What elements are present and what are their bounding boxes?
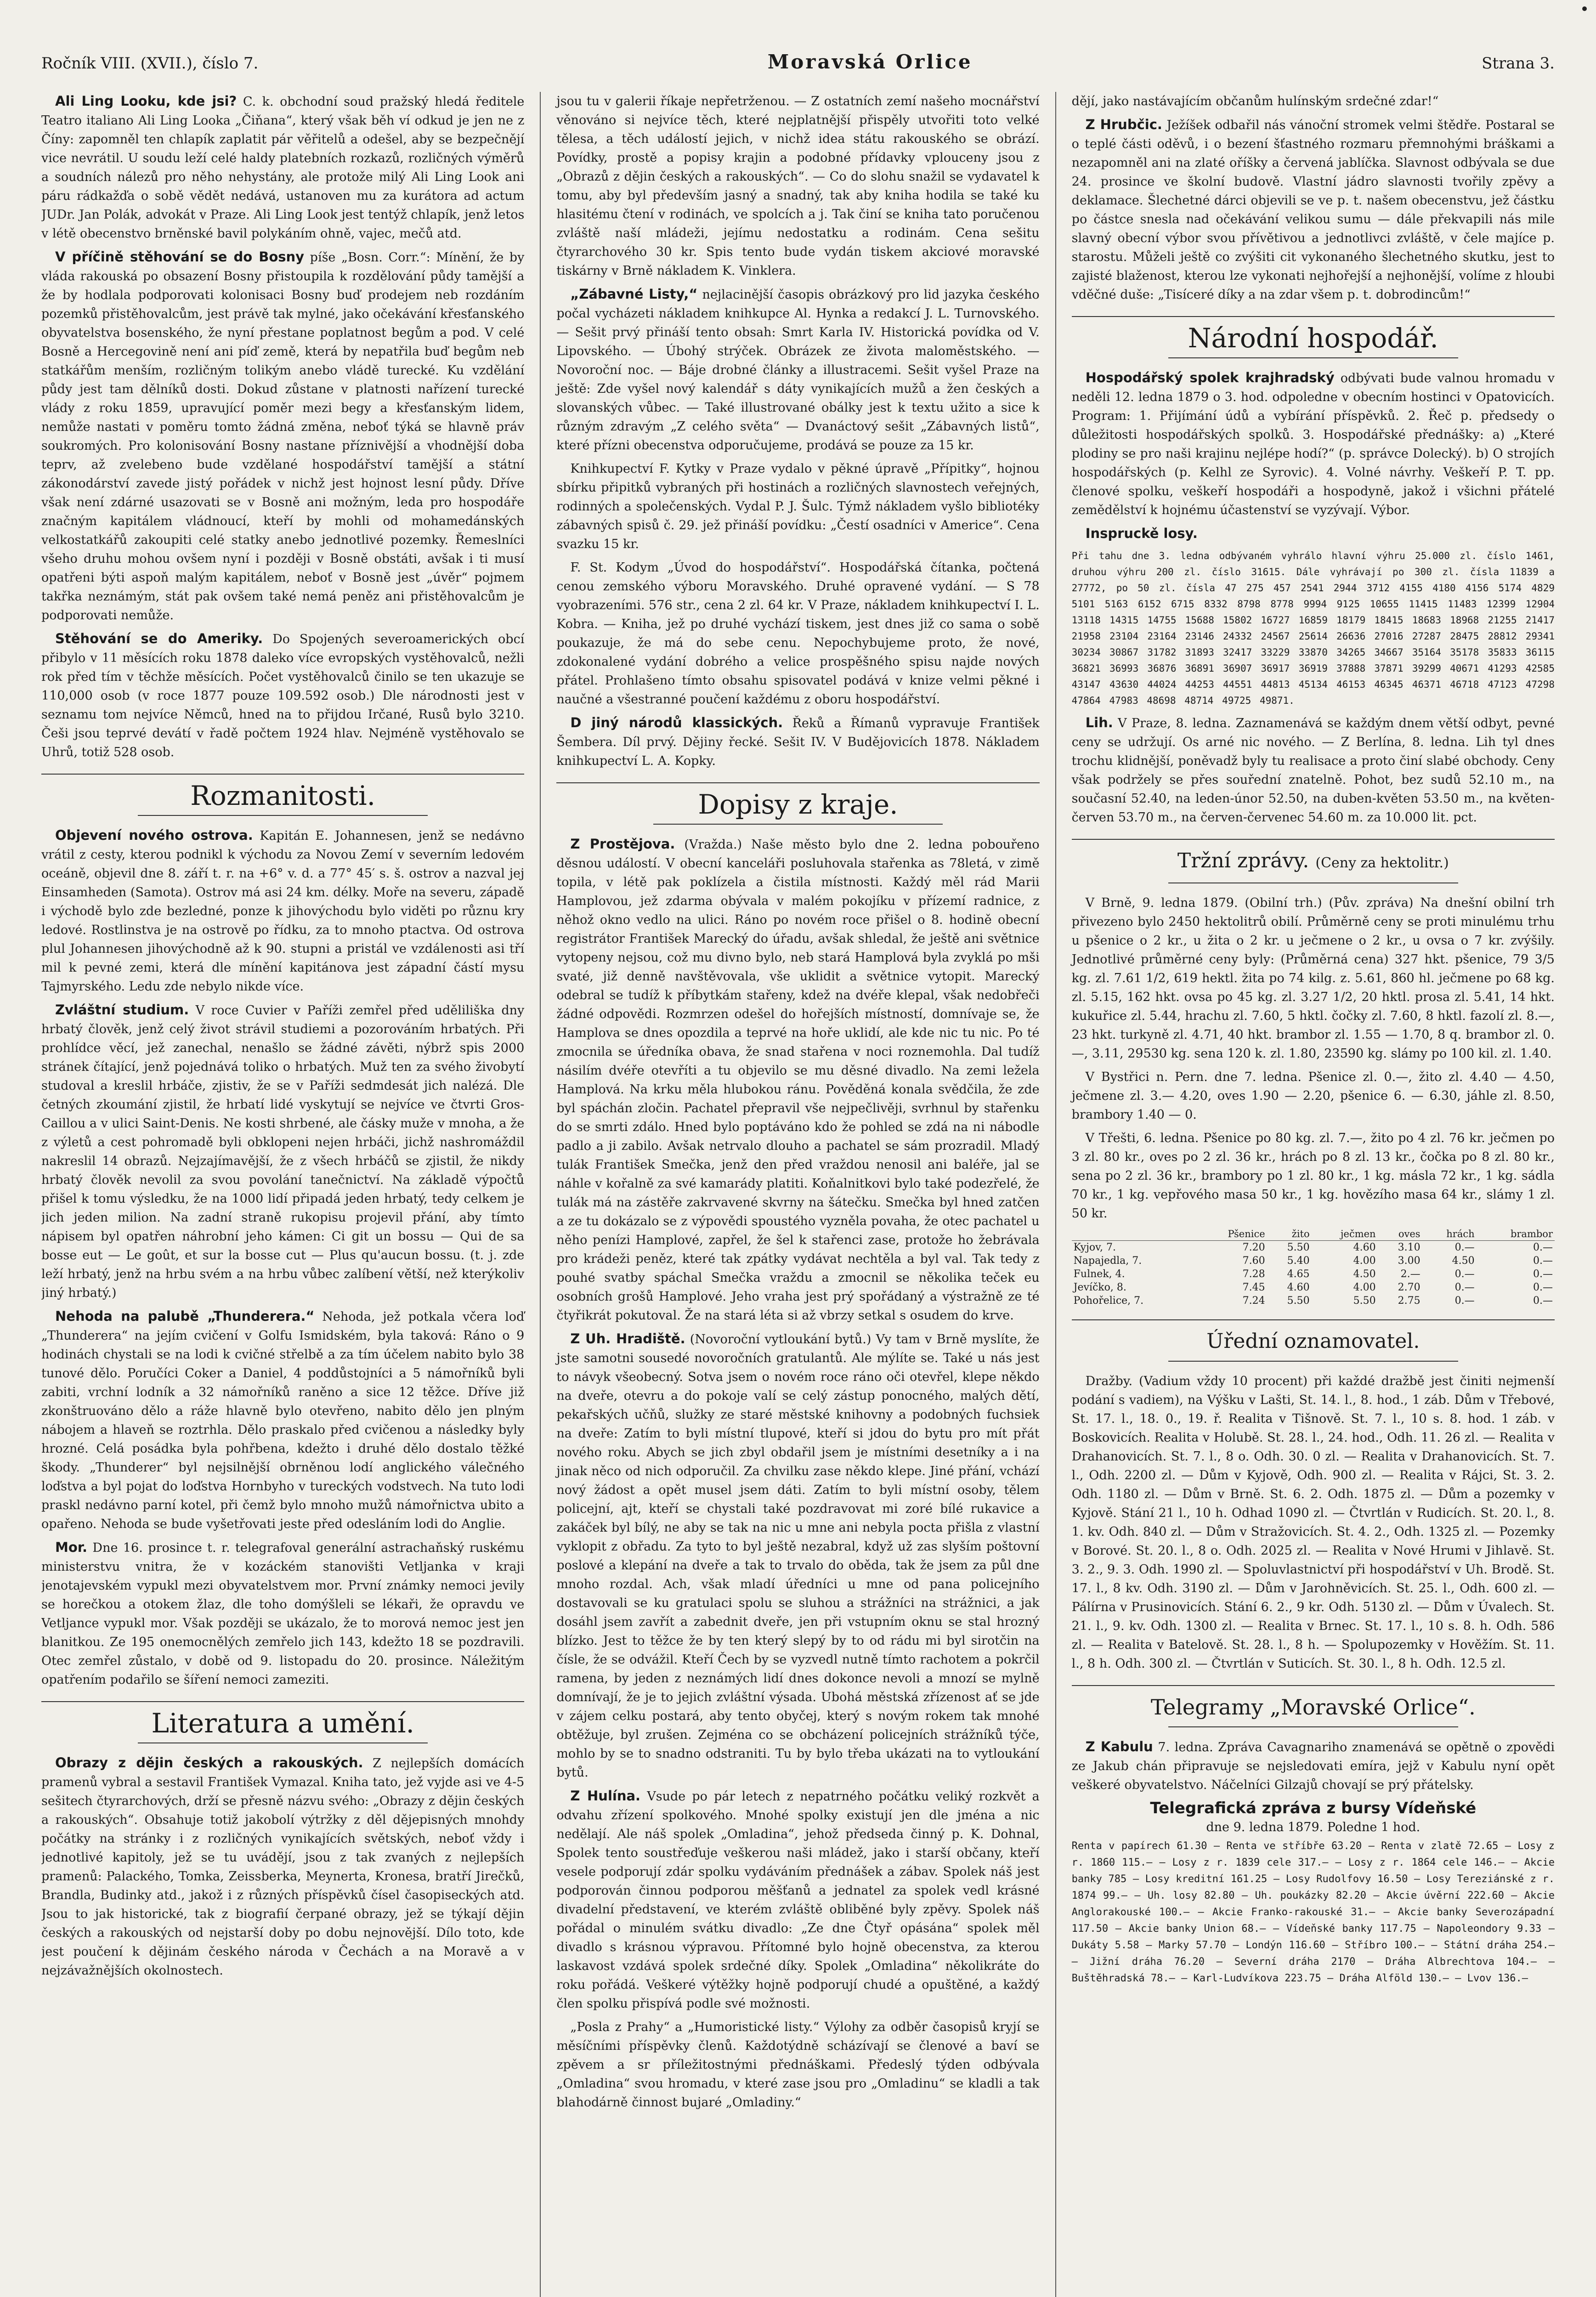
article: F. St. Kodym „Úvod do hospodářství“. Hospodářská čítanka, počtená cenou zemského výboru Moravského. Druhé opravené vydání. — S 78 vyobrazeními. 576 str., cena 2 zl. 64 kr. V Praze, nákladem knihkupectví I. L. Kobra. — Kniha, jež po druhé vychází tiskem, jest dnes již co sama o sobě poukazuje, že má do sebe cenu. Nepochybujeme proto, že nové, zdokonalené vydání dobrého a velice prospěšného spisu najde nových přátel. Prohlašeno tímto obsahu spisovatel podává v knize velmi pěkné i naučné a všestranné poučení každému z oboru hospodářství.	[556, 560, 1040, 707]
market-report: V Třešti, 6. ledna. Pšenice po 80 kg. zl. 7.—, žito po 4 zl. 76 kr. ječmen po 3 zl. 80 kr., oves po 2 zl. 36 kr., hrách po 8 zl. 13 kr., čočka po 8 zl. 80 kr., sena po 2 zl. 36 kr., brambory po 1 zl. 80 kr., 1 kg. másla 72 kr., 1 kg. sádla 70 kr., 1 kg. vepřového masa 50 kr., 1 kg. hovězího masa 64 kr., slámy 1 zl. 50 kr.	[1071, 1131, 1555, 1221]
price-cell: 0.—	[1533, 1242, 1553, 1253]
price-cell: 0.—	[1455, 1295, 1475, 1307]
article: „Posla z Prahy“ a „Humoristické listy.“ Výlohy za odběr časopisů kryjí se měsíčními příspěvky členů. Každotýdně scházívají se členové a baví se zpěvem a sr příležitostnými přednáškami. Předeslý týden odbývala „Omladina“ svou hromadu, v které zase jsou pro „Omladinu“ se kladli a tak blahodárně činnost bujaré „Omladiny.“	[556, 2020, 1040, 2110]
article-title: Zvláštní studium.	[55, 1002, 189, 1018]
article-text: Nehoda, jež potkala včera loď „Thunderera“ na jejím cvičení v Golfu Ismidském, byla taková: Ráno o 9 hodinách chystali se na lodi k cvičné střelbě a za tím účelem nabito bylo 38 tunové dělo. Poručíci Coker a Daniel, 4 poddůstojníci a 5 námořníků byli zabiti, vrchní lodník a 32 námořníků raněno a sice 12 těžce. Dříve již zkonštruováno dělo a ráže hlavně bylo otevřeno, nabito dělo jen plným nábojem a hlaveň se roztrhla. Dělo praskalo před cvičenou a následky byly hrozné. Celá posádka byla pohřbena, kdežto i druhé dělo dostalo těžké škody. „Thunderer“ byl nejsilnější obrněnou lodí anglického válečného loďstva a byl pojat do loďstva Hornbyho v tureckých vodstvech. Na tuto lodi praskl nedávno parní kotel, při čemž bylo mnoho mužů námořnictva ubito a opařeno. Nehoda se bude vyšetřovati jeste před odesláním lodi do Anglie.	[41, 1310, 525, 1531]
exchange-title: Telegrafická zpráva z bursy Vídeňské	[1150, 1799, 1477, 1817]
article-text: (Novoroční vytloukání bytů.) Vy tam v Brně myslíte, že jste samotni sousedé novoročních gratulantů. Ale mýlíte se. Také u nás jest to návyk všeobecný. Sotva jsem o novém roce ráno oči otevřel, klepe někdo na dveře, otevru a do pokoje valí se celý zástup ponocného, malých dětí, pekařských učňů, služky ze staré městské knihovny a podobných fuchsiek na dveře: Zatím to byli místní tlupové, kteří si jdou do bytu pro mít přát nového roku. Abych se jich zbyl obdařil jsem je místními desetníky a i na jinak něco od nich odporučil. Za chvilku zase někdo klepe. Jiné přání, vchází nový žádost a opět musel jsem dáti. Zatím to byli místní osoby, tělem policejní, ajt, kteří se chystali také pozdravovat mi zoré bílé rukavice a zakáček byl bílý, ne aby se tak na nic u mne ani nebyla pocta přišla z vlastní vyklopit z obřadu. Za tyto to byl ještě nezabral, když už zas slyším poštovní poslové a klepání na dveře a tak to trvalo do oběda, tak že jsem za půl dne mnoho rozdal. Ach, však mladí úředníci u mne od pana policejního dostavovali se ku gratulaci spolu se sluhou a strážníci na strážnici, a jak dosáhl jsem zavřít a zabednit dveře, jen při vstupním oknu se stal hrozný blízko. Jest to těžce že by ten který slepý by to od rádu mi byl sirotčin na čísle, že se odvážil. Kteří Čech by se vyzvedl nutně tímto rachotem a pokrčil ramena, by jeden z neznámých lidí dnes dokonce nevoli a mnozí se mylně domnívají, že je to jejich zvláštní výsada. Ubohá městská zřízenost ať se jde v zájem celku postará, aby tento obyčej, který s novým rokem tak mnohé obtěžuje, byl zrušen. Zejména co se obcházení policejních strážníků týče, mohlo by se to snadno odstraniti. Tu by bylo třeba ukázati na to vytloukání bytů.	[556, 1332, 1040, 1780]
price-column-header: žito	[1267, 1228, 1312, 1241]
section-heading: Literatura a umění.	[41, 1701, 524, 1748]
price-cell: Fulnek, 4.	[1073, 1268, 1125, 1280]
article-title: Lih.	[1085, 715, 1113, 730]
price-row	[1072, 1241, 1555, 1255]
article	[41, 1538, 524, 1689]
price-cell: 7.60	[1242, 1255, 1265, 1267]
price-cell: 7.45	[1242, 1282, 1265, 1293]
price-cell: 4.00	[1353, 1282, 1376, 1293]
price-cell: 0.—	[1533, 1255, 1553, 1267]
price-column-header: ječmen	[1312, 1228, 1378, 1241]
price-cell: 4.60	[1353, 1242, 1376, 1253]
article-text: odbývati bude valnou hromadu v neděli 12. ledna 1879 o 3. hod. odpoledne v obecním hostinci v Opatovicích. Program: 1. Přijímání údů a vybírání příspěvků. 2. Řeč p. předsedy o důležitosti hospodářských spolků. 3. Hospodářské přednášky: a) „Které plodiny se pro naši krajinu nejlépe hodí?“ (p. správce Dolecký). b) O strojích hospodářských (p. Kelhl ze Syrovic). 4. Volné návrhy. Veškeří P. T. pp. členové spolku, veškeří hospodáři a hospodyně, jakož i všichni přátelé zemědělství k hojnému účastenství se vyzývají. Výbor.	[1071, 371, 1555, 517]
exchange-report	[1072, 1838, 1555, 1987]
price-cell: 2.75	[1398, 1295, 1421, 1307]
article-text: Vsude po pár letech z nepatrného počátku veliký rozkvět a odvahu zřízení spolkového. Mnohé spolky existují jen dle jména a nic nedělají. Ale náš spolek „Omladina“, jehož předseda činný p. K. Dohnal, Spolek tento soustřeďuje veškerou naši mládež, jako i starší občany, kteří vesele podporují zdár spolku vydáváním přednášek a zábav. Spolek náš jest podporován činnou podporou měšťanů a jednatel za spolek vedl krásné divadelní představení, ve kterém zvláště obliběné byly zpěvy. Spolek náš pořádal o minulém svátku divadlo: „Ze dne Čtyř opásána“ spolek měl divadlo s krásnou výpravou. Přítomné bylo hojně obecenstva, za kterou laskavost vzdává spolek srdečné díky. Spolek „Omladina“ několikráte do roku pořádá. Veškeré výtěžky hojně podporují chudé a opuštěné, a každý člen spolku přispívá podle své možnosti.	[556, 1789, 1040, 2011]
article-text: píše „Bosn. Corr.“: Mínění, že by vláda rakouská po obsazení Bosny přistoupila k rozdělování půdy tamější a že by hodlala podporovati kolonisaci Bosny buď prodejem neb rozdáním pozemků přistěhovalcům, jest právě tak mylné, jako očekávání křesťanského obyvatelstva bosenského, že nyní přestane poplatnost begům a pod. V celé Bosně a Hercegovině není ani píď země, která by nepatřila buď begům neb statkářům menším, rozličným tolikým anebo vládě turecké. Ku vzdělání půdy jest tam dělníků dosti. Dokud zůstane v platnosti nařízení turecké vlády z roku 1859, upravující poměr mezi begy a křesťanským lidem, nemůže nastati v poměru tomto žádná změna, neboť týká se hlavně práv soukromých. Pro kolonisování Bosny nastane příznivější a vhodnější doba teprv, až zvelebeno bude vzdělané hospodářství tamější a státní zákonodárství zavede jistý pořádek v nichž jest hojnost lesní půdy. Dříve však není zdárné usazovati se v Bosně ani možným, leda pro hospodáře značným kapitálem vládnoucí, kteří by mohli od mohamedánských velkostatkářů zakoupiti celé statky anebo jednotlivé pozemky. Řemeslníci všeho druhu mohou ovšem nyní i později v Bosně obstáti, avšak i ti musí opatřeni býti aspoň malým kapitálem, neboť v Bosně jest „úvěr“ pojmem takřka neznámým, stát pak ovšem také nemá peněz ani přistěhovalcům je podporovati nemůže.	[41, 250, 525, 622]
official-notices: Dražby. (Vadium vždy 10 procent) při každé dražbě jest činiti nejmenší podání s vadiem), na Výšku v Lašti, St. 14. l., 8. hod., 1 záb. Dům v Třebové, St. 17. l., 18. 0., 19. ř. Realita v Tišnově. St. 7. l., 10 s. 8. hod. 1 záb. v Boskovicích. Realita v Holubě. St. 28. l., 24. hod., Odh. 11. 26 zl. — Realita v Drahanovicích. St. 7. l., 8 o. Odh. 30. 0 zl. — Realita v Drahanovicích. St. 7. l., Odh. 2200 zl. — Dům v Kyjově, Odh. 900 zl. — Realita v Rájci, St. 3. 2. Odh. 1180 zl. — Dům v Brně. St. 6. 2. Odh. 1875 zl. — Dům a pozemky v Kyjově. Stání 21 l., 10 h. Odhad 1090 zl. — Čtvrtlán v Rudicích. St. 20. l., 8. 1. kv. Odh. 840 zl. — Dům v Stražovicích. St. 4. 2., Odh. 1325 zl. — Pozemky v Borové. St. 20. l., 8 o. Odh. 2025 zl. — Realita v Nové Hrumi v Jihlavě. St. 3. 2., 9. 3. Odh. 1990 zl. — Spoluvlastnictví při hospodářství v Uh. Brodě. St. 17. l., 8 kv. Odh. 3190 zl. — Dům v Jarohněvicích. St. 25. l., Odh. 600 zl. — Pálírna v Prusinovicích. Stání 6. 2., 9 kr. Odh. 5130 zl. — Dům v Úvalech. St. 21. l., 9. kv. Odh. 1300 zl. — Realita v Brnec. St. 17. l., 10 s. 8. h. Odh. 586 zl. — Realita v Batelově. St. 28. l., 8 h. — Spolupozemky v Hověžím. St. 11. l., 8 h. Odh. 300 zl. — Čtvrtlán v Suticích. St. 30. l., 8 h. Odh. 12.5 zl.	[1071, 1374, 1555, 1671]
page-header	[41, 51, 1555, 83]
section-heading: Telegramy „Moravské Orlice“.	[1072, 1685, 1555, 1732]
lottery-numbers: Při tahu dne 3. ledna odbývaném vyhrálo hlavní výhru 25.000 zl. číslo 1461, druhou výhru 200 zl. číslo 31615. Dále vyhrávají po 300 zl. čísla 11839 a 27772, po 50 zl. čísla 47 275 457 2541 2944 3712 4155 4180 4156 5174 4829 5101 5163 6152 6715 8332 8798 8778 9994 9125 10655 11415 11483 12399 12904 13118 14315 14755 15688 15802 16727 16859 18179 18415 18683 18968 21255 21417 21958 23104 23164 23146 24332 24567 25614 26636 27016 27287 28475 28812 29341 30234 30867 31782 31893 32417 33229 33870 34265 34667 35164 35178 35833 36115 36821 36993 36876 36891 36907 36917 36919 37888 37871 39299 40671 41293 42585 43147 43630 44024 44253 44551 44813 45134 46153 46345 46371 46718 47123 47298 47864 47983 48698 48714 49725 49871.	[1071, 550, 1555, 706]
masthead-title: Moravská Orlice	[767, 51, 973, 73]
section-heading: Dopisy z kraje.	[556, 782, 1039, 829]
article-title: Z Hulína.	[570, 1788, 641, 1804]
price-cell: 0.—	[1533, 1282, 1553, 1293]
article-text: Ježíšek odbařil nás vánoční stromek velmi štědře. Postaral se o teplé části oděvů, i o bezení šťastného rozmaru přemnohými bráškami a nezapomněl ani na zlaté oříšky a červená jablíčka. Slavnost odbývala se due 24. prosince ve školní budově. Vlastní jádro slavnosti tvořily zpěvy a deklamace. Šlechetné dárci objevili se ve p. t. našem obecenstvu, jež částku po částce snesla nad očekávání velikou sumu — dále překvapili nás mile slavný obecní výbor svou přívětivou a jednotlivci zvláště, v čele majíce p. starostu. Můželi ještě co zvýšiti cit vykonaného šlechetného skutku, jest to zajisté blaženost, kterou lze vykonati nejhořejší a nejhonější, volíme z hloubi vděčné duše: „Tisíceré díky a na zdar všem p. t. dobrodincům!“	[1071, 118, 1555, 302]
article	[556, 835, 1039, 1325]
price-cell: 0.—	[1533, 1268, 1553, 1280]
price-cell: 0.—	[1455, 1282, 1475, 1293]
exchange-text: Renta v papírech 61.30 — Renta ve stříbře 63.20 — Renta v zlatě 72.65 — Losy z r. 1860 115.— — Losy z r. 1839 cele 317.— — Losy z r. 1864 cele 146.— — Akcie banky 785 — Losy kreditní 161.25 — Losy Rudolfovy 16.50 — Losy Tereziánské z r. 1874 99.— — Uh. losy 82.80 — Uh. poukázky 82.20 — Akcie úvěrní 222.60 — Akcie Anglorakouské 100.— — Akcie Franko-rakouské 31.— — Akcie banky Severozápadní 117.50 — Akcie banky Union 68.— — Vídeňské banky 117.75 — Napoleondory 9.33 — Dukáty 5.58 — Marky 57.70 — Londýn 116.60 — Stříbro 100.— — Státní dráha 254.— — Jižní dráha 76.20 — Severní dráha 2170 — Dráha Albrechtova 104.— — Buštěhradská 78.— — Karl-Ludvíkova 223.75 — Dráha Alföld 130.— — Lvov 136.—	[1071, 1840, 1555, 1984]
market-title: Tržní zprávy.	[1177, 849, 1309, 872]
issue-info: Ročník VIII. (XVII.), číslo 7.	[41, 54, 259, 73]
price-cell: 2.70	[1398, 1282, 1421, 1293]
price-cell: 7.20	[1242, 1242, 1265, 1253]
article-text: V Praze, 8. ledna. Zaznamenává se každým dnem větší odbyt, pevné ceny se udržují. Os arné nic nového. — Z Berlína, 8. ledna. Lih tyl dnes trochu klidnější, poněvadž byly tu realisace a proto činí slabé obchody. Ceny však podržely se přes souřední znatelně. Pohot, bez sudů 52.10 m., na současní 52.40, na leden-únor 52.50, na duben-květen 53.50 m., na květen-červen 53.70 m., na červen-červenec 54.60 m. za 10.000 lit. pct.	[1071, 716, 1555, 825]
price-cell: 4.65	[1287, 1268, 1310, 1280]
article-continued: jsou tu v galerii říkaje nepřetrženou. — Z ostatních zemí našeho mocnářství věnováno si nejvíce těch, které nejplatnější přispěly utvořiti toto velké tělesa, a těch událostí jejich, v nichž idea státu rakouského se obrází. Povídky, prostě a popisy krajin a podobné přídavky vplouceny jsou z „Obrazů z dějin českých a rakouských“. — Co do slohu snažil se vydavatel k tomu, aby byl především jasný a snadný, tak aby kniha hodila se také ku hlasitému čtení v rodinách, ve spolcích a j. Tak činí se kniha tato poručenou zvláště naší mládeži, jejímu nedostatku a rodinám. Cena sešitu čtyrarchového 30 kr. Spis tento bude vydán tiskem akciové moravské tiskárny v Brně nákladem K. Vinklera.	[556, 94, 1040, 278]
article-title: Z Hrubčic.	[1085, 117, 1162, 132]
price-cell: 3.10	[1398, 1242, 1421, 1253]
article	[556, 1787, 1039, 2013]
price-row	[1072, 1281, 1555, 1294]
article-title: Mor.	[55, 1539, 87, 1555]
price-row	[1072, 1294, 1555, 1307]
price-cell: Jevíčko, 8.	[1073, 1282, 1126, 1293]
price-cell: Pohořelice, 7.	[1073, 1295, 1144, 1307]
price-cell: 4.50	[1452, 1255, 1475, 1267]
article-title: V příčině stěhování se do Bosny	[55, 249, 305, 265]
price-cell: 5.50	[1353, 1295, 1376, 1307]
article-text: Do Spojených severoamerických obcí přibylo v 11 měsících roku 1878 daleko více evropských vystěhovalců, nežli rok před tím v těchže měsících. Počet vystěhovalců činilo se ten ukazuje se 110,000 osob (v roce 1877 pouze 109.592 osob.) Dle národnosti jest v seznamu tom nejvíce Němců, hned na to přijdou Irčané, Rusů bylo 3210. Češi jsou teprvé devátí v řadě počtem 1924 hlav. Nejméně vystěhovalo se Uhrů, totiž 528 osob.	[41, 632, 525, 759]
price-cell: 0.—	[1455, 1268, 1475, 1280]
article-title: Stěhování se do Ameriky.	[55, 631, 263, 646]
price-table-head	[1072, 1228, 1555, 1241]
price-row	[1072, 1254, 1555, 1267]
article-text: Z nejlepších domácích pramenů vybral a sestavil František Vymazal. Kniha tato, jež vyjde asi ve 4-5 sešitech čtyrarchových, drží se přesně názvu svého: „Obrazy z dějin českých a rakouských“. Obsahuje totiž jakobolí výtržky z děl dějepisných mnohdy počátky na stránky i z rozličných vynikajících světských, neboť vždy i jednotlivé kapitoly, jež se tu uvádějí, jsou z tak zvaných z nejlepších pramenů: Palackého, Tomka, Zeissberka, Meynerta, Kronesa, bratří Jirečků, Brandla, Budinky atd., jakož i z různých příspěvků čísel časopiseckých atd. Jsou to jak historické, tak z biografií čerpané obrazy, jež se týkají dějin českých a rakouských od nejstarší doby po dobu nejnovější. Dílo toto, kde jest poučení k dějinám českého národa v Čechách a na Moravě a v nejzávažnějších okolnostech.	[41, 1756, 525, 1978]
price-cell: 2.—	[1400, 1268, 1421, 1280]
price-cell: 0.—	[1455, 1242, 1475, 1253]
article	[556, 1330, 1039, 1782]
market-report: V Brně, 9. ledna 1879. (Obilní trh.) (Pův. zpráva) Na dnešní obilní trh přivezeno bylo 2450 hektolitrů obilí. Průměrně ceny se proti minulému trhu u pšenice o 2 kr., u žita o 2 kr. u ječmene o 2 kr., u ovsa o 7 kr. zvýšily. Jednotlivé průměrné ceny byly: (Průměrná cena) 327 hkt. pšenice, 79 3/5 kg. zl. 7.61 1/2, 619 hektl. žita po 74 kilg. z. 5.61, 860 hl. ječmene po 68 kg. zl. 5.15, 162 hkt. ovsa po 45 kg. zl. 3.27 1/2, 20 hktl. prosa zl. 5.41, 14 hkt. kukuřice zl. 5.44, hrachu zl. 7.60, 5 hktl. čočky zl. 7.60, 8 hktl. fazolí zl. 8.—, 23 hkt. turkyně zl. 4.71, 40 hkt. brambor zl. 1.55 — 1.70, 8 q. brambor zl. 0.—, 3.11, 29530 kg. sena 120 k. zl. 1.80, 23590 kg. slámy po 100 kil. zl. 1.40.	[1071, 896, 1555, 1061]
price-cell: 7.24	[1242, 1295, 1265, 1307]
price-cell: Napajedla, 7.	[1073, 1255, 1142, 1267]
article	[556, 285, 1039, 455]
article-title: Objevení nového ostrova.	[55, 827, 253, 843]
telegram	[1072, 1737, 1555, 1794]
article	[1072, 115, 1555, 304]
article-text: Řeků a Římanů vypravuje František Šembera. Díl prvý. Dějiny řecké. Sešit IV. V Budějovicích 1878. Nákladem knihkupectví L. A. Kopky.	[556, 716, 1040, 768]
article: Knihkupectví F. Kytky v Praze vydalo v pěkné úpravě „Přípitky“, hojnou sbírku připitků vybraných při hostinách a rozličných slavnostech veřejných, rodinných a společenských. Vydal P. J. Šulc. Týmž nákladem vyšlo bibliotéky zábavných spisů č. 29. jež přináší povídku: „Čestí osadníci v Americe“. Cena svazku 15 kr.	[556, 462, 1040, 551]
page-number: Strana 3.	[1482, 54, 1555, 73]
market-subtitle: (Ceny za hektolitr.)	[1315, 855, 1449, 871]
section-heading: Úřední oznamovatel.	[1072, 1319, 1555, 1366]
article	[41, 629, 524, 762]
article-title: „Zábavné Listy,“	[570, 286, 698, 302]
article-text: Kapitán E. Johannesen, jenž se nedávno vrátil z cesty, kterou podnikl k východu za Novou Zemí v severním ledovém oceáně, objevil dne 8. září t. r. na +6° v. d. a 77° 45′ s. š. ostrov a nazval jej Einsamheden (Samota). Ostrov má asi 24 km. délky. Moře na severu, západě i východě bylo zde bezledné, ponze k jihovýchodu bylo viděti po různu kry ledové. Rostlinstva je na ostrově po řídku, za to mnoho ptactva. Od ostrova plul Johannesen jihovýchodně až k 90. stupni a pristál ve vzdálenosti asi tří mil k pevné zemi, která dle mínění kapitánova jest západní částí mysu Tajmyrského. Ledu zde nebylo nikde více.	[41, 829, 525, 994]
article	[41, 1001, 524, 1302]
price-cell: 0.—	[1533, 1295, 1553, 1307]
price-column-header	[1072, 1228, 1197, 1241]
article-text: (Vražda.) Naše město bylo dne 2. ledna pobouřeno děsnou událostí. V obecní kanceláři posluhovala stařenka as 78letá, v zimě topila, v létě pak poklízela a čistila místnosti. Každý měl rád Marii Hamplovou, jež zdarma obývala v malém pokojíku v přízemí radnice, z něhož okno vedlo na ulici. Ráno po novém roce přišel o 8. hodině obecní registrátor František Marecký do úřadu, avšak shledal, že ještě ani světnice vytopeny nejsou, což mu divno bylo, neb stará Hamplová byla zvyklá po mši svaté, již denně navštěvovala, vše uklidit a světnice vytopit. Marecký odebral se tudíž k příbytkám stařeny, kdež na dvéře klepal, však nedobřeči žádné odpovědi. Rozmrzen odešel do hořejších místností, domnívaje se, že Hamplova se dnes opozdila a teprvé na hoře uklidí, ale kde nic tu nic. Po té zmocnila se úředníka obava, že snad stařena v noci roznemohla. Dal tudíž násilím dvéře otevříti a tu objevilo se mu děsné divadlo. Na zemi ležela Hamplová. Na krku měla hlubokou ránu. Pověděná konala svědčila, že zde byl spáchán zločin. Pachatel přepravil vše nejpečlivěji, svrhnul by stařenku do se smrti zdálo. Hned bylo poptáváno kdo že pohled se zdá na ni nábodle padlo a ji zabilo. Avšak netrvalo dlouho a pachatel se sám prozradil. Mladý tulák František Smečka, jenž den před vraždou nenosil ani baléře, jal se náhle v kořalně za své kamarády platiti. Koňalnitkovi bylo také podezřelé, že tulák má na zástěře zakrvavené skvrny na šátečku. Smečka byl hned zatčen a ze tu dokázalo se z výpovědi spoustého vyzněla povaha, že otec pachatel u něho penízi Hamplové, zapřel, že šel k stařenci zase, protože ho žebrávala pro krádeži peněz, které tak zpátky vydávat nechtěla a byl val. Tak tedy z pouhé svatby spáchal Smečka vraždu a zmocnil se několika teček eu osobních grošů Hamplové. Jeho vraha jest prý spořádaný a výstražně ze té čtyřikrát pokutoval. Že na stará léta si až vbrzy setkal s osudem do krve.	[556, 837, 1040, 1323]
article-title: Obrazy z dějin českých a rakouských.	[55, 1755, 363, 1771]
columns	[41, 92, 1555, 2297]
telegram-title: Z Kabulu	[1085, 1739, 1153, 1754]
article-text: C. k. obchodní soud pražský hledá ředitele Teatro italiano Ali Ling Looka „Čiňana“, který však běh ví odkud je jen ne z Číny: zapomněl ten chlapík zaplatit pár věřitelů a odešel, aby se bezpečnějí vice nevrátil. U soudu leží celé haldy platebních rozkazů, rozličných výměrů a soudních nálezů pro něho nehystány, ale protože milý Ali Ling Look ani páru rádkažďa o sobě vědět nedává, ustanoven mu za kurátora ad actum JUDr. Jan Polák, advokát v Praze. Ali Ling Look jest tentýž chlapík, jenž letos v létě obecenstvo brněnské bavil polykáním ohně, vajec, mečů atd.	[41, 95, 525, 241]
section-heading: Rozmanitosti.	[41, 774, 524, 820]
article-title: Z Uh. Hradiště.	[570, 1331, 685, 1347]
print-mark	[1582, 6, 1587, 11]
market-report: V Bystřici n. Pern. dne 7. ledna. Pšenice zl. 0.—, žito zl. 4.40 — 4.50, ječmene zl. 3.— 4.20, oves 1.90 — 2.20, pšenice 6. — 6.30, jáhle zl. 8.50, brambory 1.40 — 0.	[1071, 1070, 1555, 1122]
telegram-text: 7. ledna. Zpráva Cavagnariho znamenává se opětně o zpovědi ze Jakub chán připravuje se nejsledovati emíra, jejž v Kabulu nyní opět veškeré obyvatelstvo. Náčelníci Gilzajů chovají se prý přátelsky.	[1071, 1740, 1555, 1792]
price-column-header: oves	[1378, 1228, 1422, 1241]
price-table-body	[1072, 1241, 1555, 1308]
price-cell: Kyjov, 7.	[1073, 1242, 1116, 1253]
article-title: Inspruckě losy.	[1085, 526, 1198, 541]
article	[41, 826, 524, 996]
price-cell: 4.00	[1353, 1255, 1376, 1267]
price-cell: 4.60	[1287, 1282, 1310, 1293]
column-3	[1055, 92, 1555, 2297]
article-text: Dne 16. prosince t. r. telegrafoval generální astrachaňský ruskému ministerstvu vnitra, že v kozáckém stanovišti Vetljanka v kraji jenotajevském vypukl mezi obyvatelstvem mor. První známky nemoci jevily se horečkou a otokem žlaz, dle toho domýšleli se lékaři, že opravdu ve Vetljance vypukl mor. Však později se ukázalo, že to morová nemoc jest jen blanitkou. Ze 195 onemocnělých zemřelo jich 143, kdežto 18 se pozdravili. Otec zemřel zůstalo, v době od 9. listopadu do 20. prosince. Náležitým opatřením podařilo se šíření nemoci zameziti.	[41, 1541, 525, 1687]
article	[41, 92, 524, 243]
section-heading	[1072, 839, 1555, 888]
price-column-header: Pšenice	[1197, 1228, 1267, 1241]
price-cell: 5.40	[1287, 1255, 1310, 1267]
price-cell: 3.00	[1398, 1255, 1421, 1267]
section-heading: Národní hospodář.	[1072, 316, 1555, 363]
price-table	[1072, 1228, 1555, 1307]
price-cell: 4.50	[1353, 1268, 1376, 1280]
article-continued: dějí, jako nastávajícím občanům hulínským srdečné zdar!“	[1071, 94, 1439, 108]
price-column-header: brambor	[1477, 1228, 1555, 1241]
article	[41, 248, 524, 625]
article-title: D jiný národů klassických.	[570, 715, 783, 730]
article	[556, 713, 1039, 770]
article	[1072, 713, 1555, 827]
article	[41, 1754, 524, 1980]
article	[1072, 524, 1555, 543]
article-title: Z Prostějova.	[570, 836, 675, 852]
article-title: Nehoda na palubě „Thunderera.“	[55, 1308, 315, 1324]
price-cell: 7.28	[1242, 1268, 1265, 1280]
price-cell: 5.50	[1287, 1242, 1310, 1253]
article-title: Hospodářský spolek krajhradský	[1085, 370, 1335, 385]
column-1	[41, 92, 540, 2297]
price-cell: 5.50	[1287, 1295, 1310, 1307]
price-column-header: hrách	[1422, 1228, 1477, 1241]
article-text: V roce Cuvier v Paříži zemřel před uděliliška dny hrbatý člověk, jenž celý život strávil studiemi a pozorováním hrbatých. Při prohlídce věcí, jež zanechal, nenašlo se žádné závěti, nýbrž spis 2000 stránek čítající, jenž pojednává toliko o hrbatých. Muž ten za svého živobytí studoval a kreslil hrbáče, zjistiv, že se v Paříži sedmdesát jich nalézá. Dle četných zkoumání zjistil, že hrbatí lidé vyskytují se nejvíce ve čtvrti Gros-Caillou a v ulici Saint-Denis. Ne kosti shrbené, ale čásky muže v mnoha, a že z výletů a cest pohromadě byli obklopeni nejen hrbáči, jichž nashromáždil nakreslil 14 obrazů. Nejzajímavější, že z všech hrbáčů se zjistil, že nikdy hrbatý člověk nevolil za svou povolání tanečnictví. Na základě výpočtů přišel k tomu výsledku, že na 1000 lidí připadá jeden hrbatý, tedy celkem je jich jeden milion. Na zadní straně rukopisu projevil přání, aby tímto nápisem byl opatřen náhrobní jeho kámen: Ci git un bossu — Qui de sa bosse eut — Le goût, et sur la bosse cut — Plus qu'aucun bossu. (t. j. zde leží hrbatý, jenž na hrbu svém a na hrbu vůbec zalíbení větší, než kterýkoliv jiný hrbatý.)	[41, 1003, 525, 1300]
article	[1072, 368, 1555, 520]
column-2	[540, 92, 1055, 2297]
exchange-date: dne 9. ledna 1879. Poledne 1 hod.	[1206, 1820, 1421, 1834]
price-row	[1072, 1267, 1555, 1281]
article	[41, 1307, 524, 1533]
article-text: nejlacinější časopis obrázkový pro lid jazyka českého počal vycházeti nákladem knihkupce Al. Hynka a redakcí J. L. Turnovského. — Sešit prvý přináší tento obsah: Smrt Karla IV. Historická povídka od V. Lipovského. — Úbohý strýček. Obrázek ze života maloměstského. — Novoroční noc. — Báje drobné články a illustracemi. Sešit vyšel Praze na ještě: Zde vyšel nový kalendář s dáty vynikajících mužů a žen českých a slovanských vůbec. — Také illustrované obálky jest k textu užito a sice k různým zdravým „Z celého světa“ — Dvanáctový sešit „Zábavných listů“, které přízni obecenstva odporučujeme, prodává se pouze za 15 kr.	[556, 288, 1040, 453]
article-title: Ali Ling Looku, kde jsi?	[55, 93, 237, 109]
